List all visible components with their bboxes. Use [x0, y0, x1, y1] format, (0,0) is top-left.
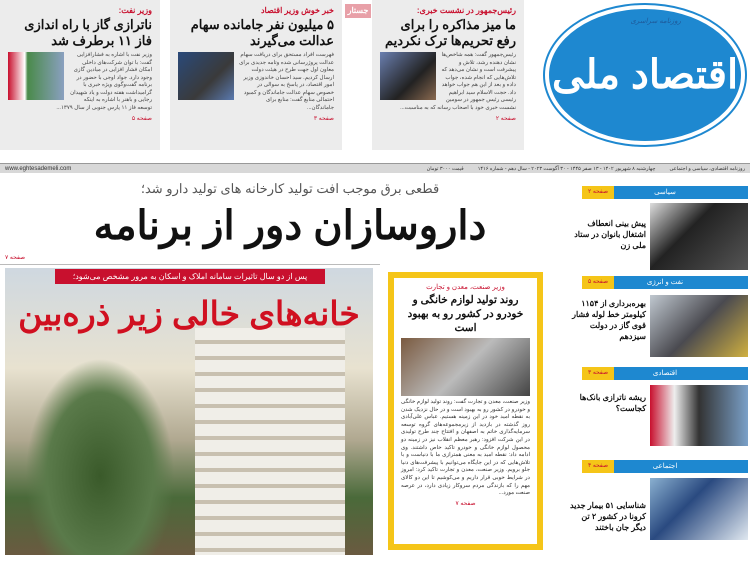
page-ref[interactable]: صفحه ۷: [455, 500, 476, 507]
section-oil-energy[interactable]: [582, 276, 748, 289]
headline[interactable]: روند تولید لوازم خانگی و خودرو در کشور رو به بهبود است: [407, 294, 524, 334]
price: قیمت ۳۰۰۰ تومان: [426, 165, 464, 172]
page-ref[interactable]: صفحه ۴: [582, 460, 614, 473]
sidebar-headline[interactable]: پیش بینی انعطاف اشتغال بانوان در ستاد ملی زن: [574, 219, 646, 250]
lead-headline[interactable]: داروسازان دور از برنامه: [93, 204, 487, 248]
building-shape: [195, 328, 345, 555]
section-label: سیاسی: [654, 189, 676, 196]
photo-economy: [650, 385, 748, 446]
photo-social: [650, 478, 748, 540]
photo-minister: [178, 52, 234, 100]
kicker: خبر خوش وزیر اقتصاد: [260, 6, 334, 15]
masthead-tagline: روزنامه سراسری: [630, 18, 681, 25]
section-label: اجتماعی: [652, 463, 678, 470]
photo-oil-energy: [650, 295, 748, 357]
section-politics[interactable]: [582, 186, 748, 199]
tree-shape: [25, 358, 175, 555]
section-label: اقتصادی: [652, 370, 678, 377]
headline[interactable]: ناترازی گاز با راه اندازی فاز ۱۱ برطرف شد: [24, 17, 152, 48]
page-ref[interactable]: صفحه ۵: [582, 276, 614, 289]
masthead-name: اقتصاد ملی: [551, 53, 739, 97]
kicker: رئیس‌جمهور در نشست خبری:: [416, 6, 516, 15]
section-economy[interactable]: [582, 367, 748, 380]
page-ref[interactable]: صفحه ۲: [582, 186, 614, 199]
top-story-economy[interactable]: [170, 0, 342, 150]
issue-date: چهارشنبه ۸ شهریور ۱۴۰۲ - ۱۳ صفر ۱۴۴۵ - ۳۰ آگوست ۲۰۲۳ - سال دهم - شماره ۱۴۱۶: [477, 165, 656, 172]
sidebar-headline[interactable]: ریشه ناترازی بانک‌ها کجاست؟: [579, 393, 646, 413]
paper-desc: روزنامه اقتصادی، سیاسی و اجتماعی: [669, 165, 745, 172]
page-ref[interactable]: صفحه ۳: [582, 367, 614, 380]
story-body: فهرست افراد مستحق برای دریافت سهام عدالت پروژرسانی شده وتامه جدیدی برای معاون اول جهت طرح در هیئت دولت ارسال کردیم. سید احسان خاندوزی وزیر امور اقتصاد، در پاسخ به سوالی در خصوص سهام عدالت جاماندگان و کمبود احتمالی منابع گفت: منابع برای جاماندگان...: [239, 52, 334, 111]
info-bar: [0, 163, 750, 173]
headline[interactable]: ما میز مذاکره را برای رفع تحریم‌ها ترک نکردیم: [385, 17, 516, 48]
top-story-president[interactable]: [372, 0, 524, 150]
story-body: رئیس‌جمهور گفت: همه شاخص‌ها نشان دهنده رشد، تلاش و پیشرفت است و نشان می‌دهد که تلاش‌هایی که انجام شده، جواب داده و بعد از این هم جواب خواهد داد. حجت الاسلام سید ابراهیم رئیسی رئیس جمهور در سومین نشست خبری خود با اصحاب رسانه که به مناسبت...: [400, 52, 516, 111]
section-label: نفت و انرژی: [646, 279, 684, 286]
headline[interactable]: ۵ میلیون نفر جامانده سهام عدالت می‌گیرند: [190, 17, 334, 48]
top-story-oil[interactable]: [0, 0, 160, 150]
photo-story-kicker: پس از دو سال تاثیرات سامانه املاک و اسکان به مرور مشخص می‌شود؛: [55, 269, 325, 284]
photo-story-headline[interactable]: خانه‌های خالی زیر ذره‌بین: [18, 295, 360, 332]
photo-politics: [650, 203, 748, 270]
page-ref[interactable]: صفحه ۵: [131, 116, 152, 122]
story-body: وزیر نفت با اشاره به فشارافزایی گفت: با توان شرکت‌های داخلی امکان فشار افزایی در میادین گازی وجود دارد. جواد اوجی با حضور در برنامه گفت‌وگوی ویژه خبری با گرامیداشت هفته دولت و یاد شهیدان رجایی و باهنر با اشاره به اینکه توسعه فاز ۱۱ پارس جنوبی از سال ۱۳۷۹...: [56, 52, 152, 111]
sidebar-headline[interactable]: شناسایی ۵۱ بیمار جدید کرونا در کشور ۲ تن دیگر جان باختند: [570, 501, 646, 532]
page-ref[interactable]: صفحه ۳: [313, 116, 334, 122]
lead-kicker: قطعی برق موجب افت تولید کارخانه های تولید دارو شد؛: [140, 181, 440, 196]
feature-box[interactable]: [388, 272, 543, 550]
divider: [0, 264, 380, 265]
photo-minister-industry: [401, 338, 530, 396]
story-body: وزیر صنعت، معدن و تجارت گفت: روند تولید لوازم خانگی و خودرو در کشور رو به بهبود است و در حال نزدیک شدن به نقطه امید خود در این زمینه هستیم. عباس علی‌آبادی روز گذشته در بازدید از زیرمجموعه‌های گروه توسعه سرمایه‌گذاری خاتم به اصفهان و افتتاح چند طرح تولیدی در این شرکت افزود: رهبر معظم انقلاب نیز در زمینه دو محصول لوازم خانگی و خودرو تاکید خاص داشتند. وی ادامه داد: نقطه امید به معنی همترازی ما با دنیاست و با تلاش‌هایی که در این جایگاه می‌توانیم با پیشرفت‌های دنیا جلو برویم. وزیر صنعت، معدن و تجارت تاکید کرد: امروز در شرایط خوبی قرار داریم و می‌کوشیم تا این دو کالای مهم را که بازندگی مردم سروکار زیادی دارد، در عرصه صنعت مورد...: [401, 399, 530, 497]
kicker: وزیر نفت:: [118, 6, 152, 15]
kicker: وزیر صنعت، معدن و تجارت: [426, 284, 505, 291]
masthead-logo: [545, 5, 745, 145]
page-ref[interactable]: صفحه ۲: [495, 116, 516, 122]
website-link[interactable]: www.eghtesademeli.com: [5, 165, 72, 172]
photo-oil-minister: [8, 52, 64, 100]
lead-page-ref[interactable]: صفحه ۷: [5, 255, 26, 261]
sidebar-headline[interactable]: بهره‌برداری از ۱۱۵۴ کیلومتر خط لوله فشار قوی گاز در دولت سیزدهم: [572, 299, 646, 341]
photo-president: [380, 52, 436, 100]
ribbon-label: جستار: [345, 4, 371, 18]
section-social[interactable]: [582, 460, 748, 473]
